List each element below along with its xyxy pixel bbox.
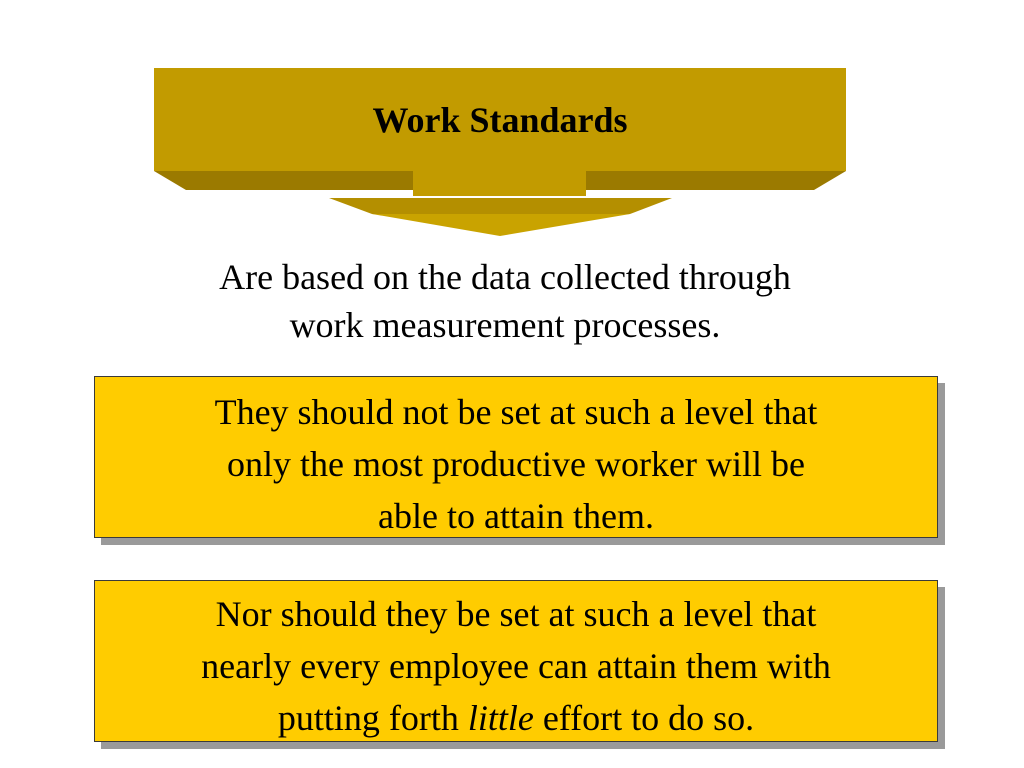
callout-1-line-2: only the most productive worker will be	[227, 444, 805, 484]
subtitle-line-1: Are based on the data collected through	[219, 257, 791, 297]
callout-1-line-1: They should not be set at such a level that	[214, 392, 818, 432]
callout-2-line-3-end: effort to do so.	[533, 698, 755, 738]
callout-box-2	[94, 580, 938, 742]
callout-box-1	[94, 376, 938, 538]
banner-bevel-right	[586, 171, 846, 190]
callout-2-line-3	[95, 692, 937, 744]
callout-2-emphasis: little	[467, 698, 534, 738]
callout-2-line-2: nearly every employee can attain them with	[201, 646, 831, 686]
callout-1-line-3: able to attain them.	[378, 496, 654, 536]
subtitle	[100, 253, 910, 349]
callout-2-line-1: Nor should they be set at such a level that	[215, 594, 817, 634]
banner-bevel-left	[154, 171, 413, 190]
subtitle-line-2: work measurement processes.	[289, 305, 721, 345]
banner-title: Work Standards	[372, 100, 628, 140]
callout-2-line-3-start: putting forth	[277, 698, 468, 738]
banner-arrow-tip	[372, 214, 630, 236]
